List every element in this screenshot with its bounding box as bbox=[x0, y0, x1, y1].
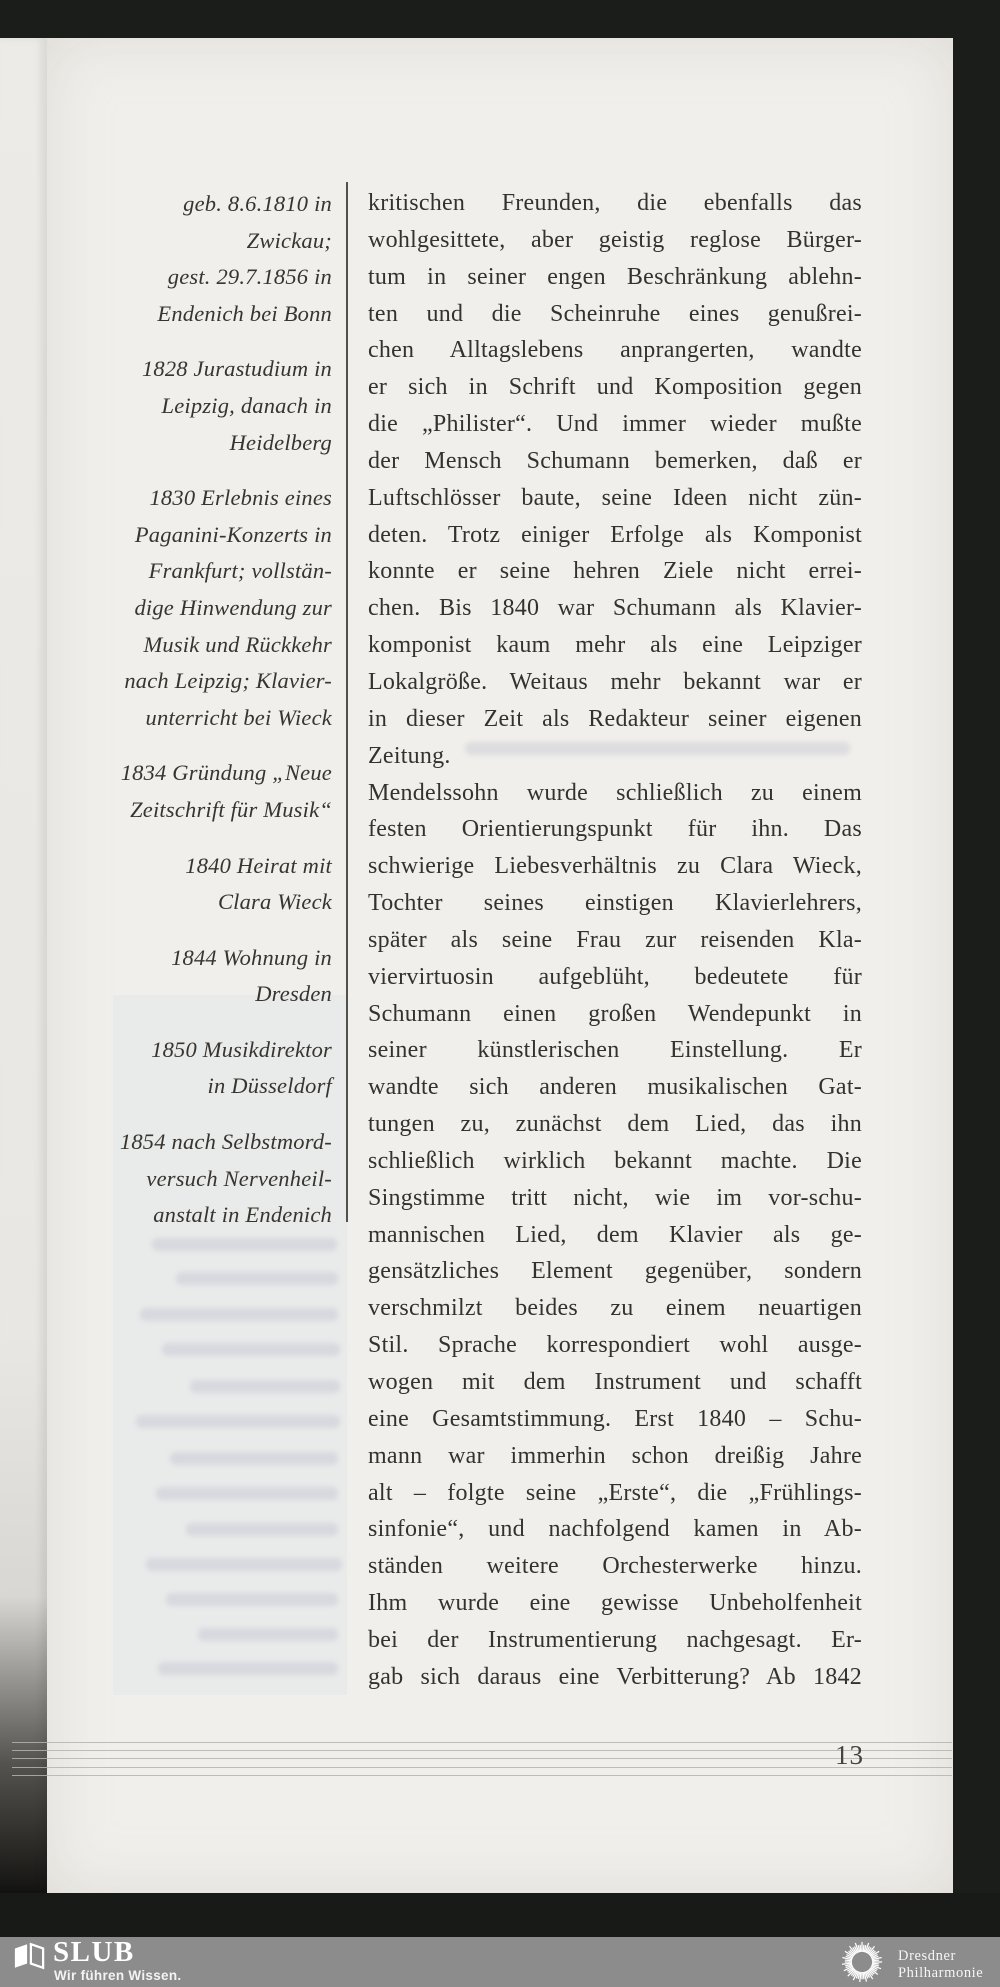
body-text-line: in dieser Zeit als Redakteur seiner eigenen bbox=[368, 705, 862, 732]
body-text-line: tum in seiner engen Beschränkung ablehn- bbox=[368, 263, 862, 290]
body-text-column bbox=[368, 185, 862, 1696]
body-text-line: kritischen Freunden, die ebenfalls das bbox=[368, 190, 862, 216]
timeline-entry bbox=[88, 1032, 332, 1105]
bleed-through-mark bbox=[140, 1308, 338, 1321]
timeline-line: Zwickau; bbox=[246, 227, 332, 253]
body-text-line: verschmilzt beides zu einem neuartigen bbox=[368, 1295, 862, 1322]
body-text-line: Ihm wurde eine gewisse Unbeholfenheit bbox=[368, 1590, 862, 1617]
timeline-line: in Düsseldorf bbox=[207, 1073, 332, 1099]
slub-wordmark: SLUB bbox=[53, 1936, 135, 1968]
bleed-through-mark bbox=[136, 1415, 340, 1428]
body-text-line: mann war immerhin schon dreißig Jahre bbox=[368, 1442, 862, 1469]
staff-line bbox=[12, 1750, 952, 1751]
timeline-entry bbox=[88, 186, 332, 332]
dresdner-philharmonie-logo bbox=[898, 1948, 983, 1981]
philharmonie-line2: Philharmonie bbox=[898, 1964, 984, 1981]
body-text-line: chen. Bis 1840 war Schumann als Klavier- bbox=[368, 595, 862, 622]
timeline-entry bbox=[88, 755, 332, 828]
sidebar-timeline bbox=[88, 186, 332, 1253]
bleed-through-mark bbox=[198, 1628, 338, 1641]
body-text-line: gensätzliches Element gegenüber, sondern bbox=[368, 1258, 862, 1285]
body-text-line: Lokalgröße. Weitaus mehr bekannt war er bbox=[368, 668, 862, 695]
timeline-line: 1850 Musikdirektor bbox=[151, 1036, 332, 1062]
body-text-line: mannischen Lied, dem Klavier als ge- bbox=[368, 1221, 862, 1248]
bleed-through-mark bbox=[146, 1558, 342, 1571]
philharmonie-line1: Dresdner bbox=[898, 1948, 956, 1964]
bleed-through-mark bbox=[156, 1487, 338, 1500]
timeline-line: 1828 Jurastudium in bbox=[141, 356, 332, 382]
open-book-icon bbox=[13, 1941, 45, 1971]
body-text-line: deten. Trotz einiger Erfolge als Komponist bbox=[368, 521, 862, 548]
bleed-through-mark bbox=[176, 1272, 338, 1285]
timeline-entry bbox=[88, 351, 332, 461]
body-text-line: wogen mit dem Instrument und schafft bbox=[368, 1369, 862, 1395]
bleed-through-mark bbox=[190, 1380, 340, 1393]
body-text-line: ten und die Scheinruhe eines genußrei- bbox=[368, 300, 862, 327]
timeline-line: Clara Wieck bbox=[217, 889, 332, 915]
body-text-line: komponist kaum mehr als eine Leipziger bbox=[368, 632, 862, 659]
body-text-line: später als seine Frau zur reisenden Kla- bbox=[368, 926, 862, 953]
slub-tagline: Wir führen Wissen. bbox=[54, 1968, 182, 1983]
timeline-line: 1830 Erlebnis eines bbox=[149, 485, 332, 511]
body-text-line: schließlich wirklich bekannt machte. Die bbox=[368, 1147, 862, 1174]
timeline-line: Paganini-Konzerts in bbox=[134, 521, 332, 547]
timeline-line: Frankfurt; vollstän- bbox=[148, 558, 332, 584]
body-text-line: sinfonie“, und nachfolgend kamen in Ab- bbox=[368, 1516, 862, 1543]
staff-line bbox=[12, 1767, 952, 1768]
timeline-line: versuch Nervenheil- bbox=[146, 1165, 332, 1191]
body-text-line: konnte er seine hehren Ziele nicht errei- bbox=[368, 558, 862, 585]
body-text-line: Mendelssohn wurde schließlich zu einem bbox=[368, 779, 862, 806]
page-number: 13 bbox=[835, 1740, 864, 1770]
sunburst-icon bbox=[839, 1939, 885, 1985]
body-text-line: chen Alltagslebens anprangerten, wandte bbox=[368, 337, 862, 364]
body-text-line: tungen zu, zunächst dem Lied, das ihn bbox=[368, 1111, 862, 1138]
scan-background bbox=[0, 1893, 1000, 1937]
body-text-line: gab sich daraus eine Verbitterung? Ab 1842 bbox=[368, 1663, 862, 1690]
body-text-line: die „Philister“. Und immer wieder mußte bbox=[368, 411, 862, 438]
staff-line bbox=[12, 1775, 952, 1776]
bleed-through-mark bbox=[186, 1523, 338, 1536]
body-text-line: Schumann einen großen Wendepunkt in bbox=[368, 1000, 862, 1027]
timeline-line: gest. 29.7.1856 in bbox=[167, 264, 332, 290]
timeline-line: Endenich bei Bonn bbox=[157, 300, 332, 326]
timeline-line: Leipzig, danach in bbox=[161, 392, 332, 418]
body-text-line: wohlgesittete, aber geistig reglose Bürger- bbox=[368, 226, 862, 253]
staff-line bbox=[12, 1758, 952, 1759]
timeline-line: Dresden bbox=[255, 981, 332, 1007]
body-text-line: schwierige Liebesverhältnis zu Clara Wieck, bbox=[368, 853, 862, 880]
timeline-line: 1834 Gründung „Neue bbox=[120, 760, 332, 786]
bleed-through-mark bbox=[162, 1343, 340, 1356]
bleed-through-mark bbox=[166, 1593, 338, 1606]
body-text-line: Stil. Sprache korrespondiert wohl ausge- bbox=[368, 1332, 862, 1359]
timeline-line: Musik und Rückkehr bbox=[143, 631, 332, 657]
body-text-line: Zeitung. bbox=[368, 742, 451, 769]
body-text-line: er sich in Schrift und Komposition gegen bbox=[368, 374, 862, 401]
timeline-line: Heidelberg bbox=[229, 429, 332, 455]
bleed-through-mark bbox=[158, 1662, 338, 1675]
timeline-line: 1840 Heirat mit bbox=[185, 852, 332, 878]
column-divider bbox=[346, 182, 348, 1222]
timeline-entry bbox=[88, 848, 332, 921]
body-text-line: Singstimme tritt nicht, wie im vor-schu- bbox=[368, 1184, 862, 1211]
body-text-line: der Mensch Schumann bemerken, daß er bbox=[368, 447, 862, 474]
timeline-entry bbox=[88, 1124, 332, 1234]
timeline-line: anstalt in Endenich bbox=[153, 1202, 332, 1228]
bleed-through-mark bbox=[170, 1452, 338, 1465]
body-text-line: alt – folgte seine „Erste“, die „Frühlings- bbox=[368, 1479, 862, 1506]
body-text-line: festen Orientierungspunkt für ihn. Das bbox=[368, 816, 862, 843]
body-text-line: Luftschlösser baute, seine Ideen nicht zün- bbox=[368, 484, 862, 511]
timeline-line: nach Leipzig; Klavier- bbox=[124, 668, 332, 694]
timeline-line: dige Hinwendung zur bbox=[134, 594, 332, 620]
body-text-line: eine Gesamtstimmung. Erst 1840 – Schu- bbox=[368, 1405, 862, 1432]
staff-line bbox=[12, 1742, 952, 1743]
timeline-line: Zeitschrift für Musik“ bbox=[130, 796, 332, 822]
body-text-line: viervirtuosin aufgeblüht, bedeutete für bbox=[368, 963, 862, 990]
timeline-line: 1844 Wohnung in bbox=[171, 944, 332, 970]
timeline-entry bbox=[88, 940, 332, 1013]
body-text-line: bei der Instrumentierung nachgesagt. Er- bbox=[368, 1626, 862, 1653]
body-text-line: seiner künstlerischen Einstellung. Er bbox=[368, 1037, 862, 1064]
timeline-line: geb. 8.6.1810 in bbox=[183, 191, 332, 216]
timeline-line: unterricht bei Wieck bbox=[145, 704, 332, 730]
body-text-line: ständen weitere Orchesterwerke hinzu. bbox=[368, 1553, 862, 1580]
timeline-entry bbox=[88, 480, 332, 736]
timeline-line: 1854 nach Selbstmord- bbox=[119, 1129, 332, 1155]
body-text-line: wandte sich anderen musikalischen Gat- bbox=[368, 1074, 862, 1101]
body-text-line: Tochter seines einstigen Klavierlehrers, bbox=[368, 890, 862, 917]
adjacent-page-edge bbox=[0, 38, 49, 1893]
